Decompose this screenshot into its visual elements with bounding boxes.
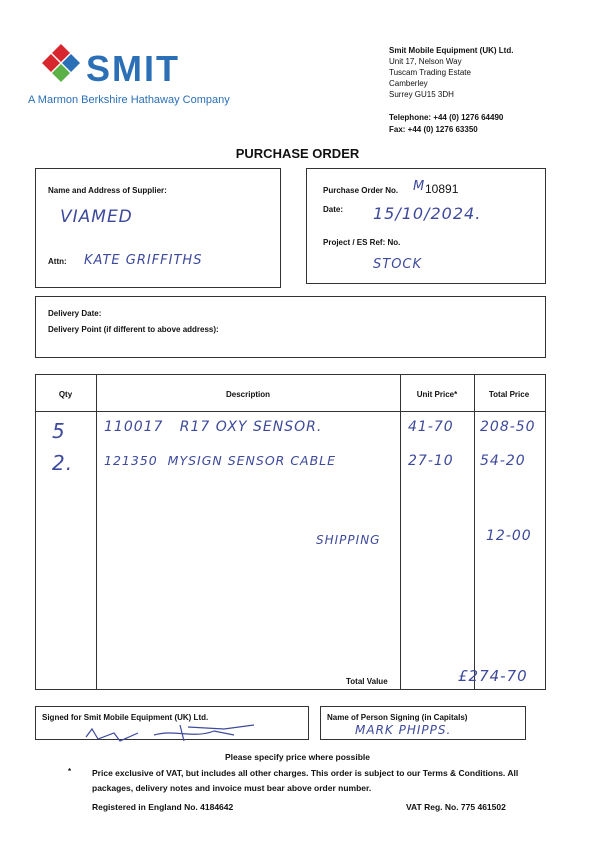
delivery-box: [35, 296, 546, 358]
delivery-date-label: Delivery Date:: [48, 309, 102, 318]
po-number: 10891: [425, 182, 459, 196]
col-divider-qty: [96, 375, 97, 689]
table-header-divider: [36, 411, 545, 412]
address-line-4: Surrey GU15 3DH: [389, 90, 454, 99]
supplier-name: VIAMED: [60, 207, 133, 227]
project-ref: STOCK: [373, 257, 423, 272]
signed-box: [35, 706, 309, 740]
company-tagline: A Marmon Berkshire Hathaway Company: [28, 94, 230, 106]
total-label: Total Value: [346, 677, 388, 686]
row2-qty: 2.: [52, 451, 74, 475]
signed-label: Signed for Smit Mobile Equipment (UK) Ltd.: [42, 713, 209, 722]
supplier-box: [35, 168, 281, 288]
project-label: Project / ES Ref: No.: [323, 238, 401, 247]
shipping-total: 12-00: [486, 528, 532, 544]
address-line-2: Tuscam Trading Estate: [389, 68, 471, 77]
date-label: Date:: [323, 205, 344, 214]
header-total-price: Total Price: [488, 390, 530, 399]
vat-number: VAT Reg. No. 775 461502: [406, 802, 506, 812]
address-line-3: Camberley: [389, 79, 428, 88]
signature-scribble: [84, 719, 254, 743]
col-divider-unit: [474, 375, 475, 689]
company-fax: Fax: +44 (0) 1276 63350: [389, 125, 478, 134]
header-description: Description: [225, 390, 270, 399]
registered-number: Registered in England No. 4184642: [92, 802, 234, 812]
address-line-1: Unit 17, Nelson Way: [389, 57, 462, 66]
total-value: £274-70: [458, 667, 528, 685]
smit-logo-icon: [40, 42, 82, 84]
row2-description: 121350 MYSIGN SENSOR CABLE: [104, 453, 337, 468]
page-title: PURCHASE ORDER: [235, 146, 360, 161]
logo-wordmark: SMIT: [86, 48, 180, 89]
header-qty: Qty: [58, 390, 73, 399]
asterisk-marker: *: [68, 767, 72, 776]
row2-unit-price: 27-10: [408, 453, 454, 469]
row1-description: 110017 R17 OXY SENSOR.: [104, 419, 323, 435]
company-telephone: Telephone: +44 (0) 1276 64490: [389, 113, 504, 122]
signer-name: MARK PHIPPS.: [355, 723, 452, 737]
shipping-label: SHIPPING: [316, 533, 381, 547]
terms-text: Price exclusive of VAT, but includes all other charges. This order is subject to our Terms & Conditions. All packages, delivery notes and invoice must bear above order number.: [92, 768, 519, 793]
price-note: Please specify price where possible: [224, 752, 371, 762]
row1-total-price: 208-50: [480, 419, 536, 435]
attn-label: Attn:: [48, 257, 67, 266]
company-name: Smit Mobile Equipment (UK) Ltd.: [389, 46, 514, 55]
po-prefix: M: [413, 179, 426, 194]
row1-unit-price: 41-70: [408, 419, 454, 435]
delivery-point-label: Delivery Point (if different to above address):: [48, 325, 219, 334]
row2-total-price: 54-20: [480, 453, 526, 469]
order-date: 15/10/2024.: [373, 204, 482, 223]
supplier-label: Name and Address of Supplier:: [48, 186, 167, 195]
col-divider-desc: [400, 375, 401, 689]
name-label: Name of Person Signing (in Capitals): [327, 713, 468, 722]
attn-name: KATE GRIFFITHS: [84, 253, 203, 268]
row1-qty: 5: [52, 419, 66, 443]
po-label: Purchase Order No.: [323, 186, 399, 195]
company-logo: [40, 42, 82, 84]
header-unit-price: Unit Price*: [416, 390, 458, 399]
order-box: [306, 168, 546, 284]
name-box: [320, 706, 526, 740]
